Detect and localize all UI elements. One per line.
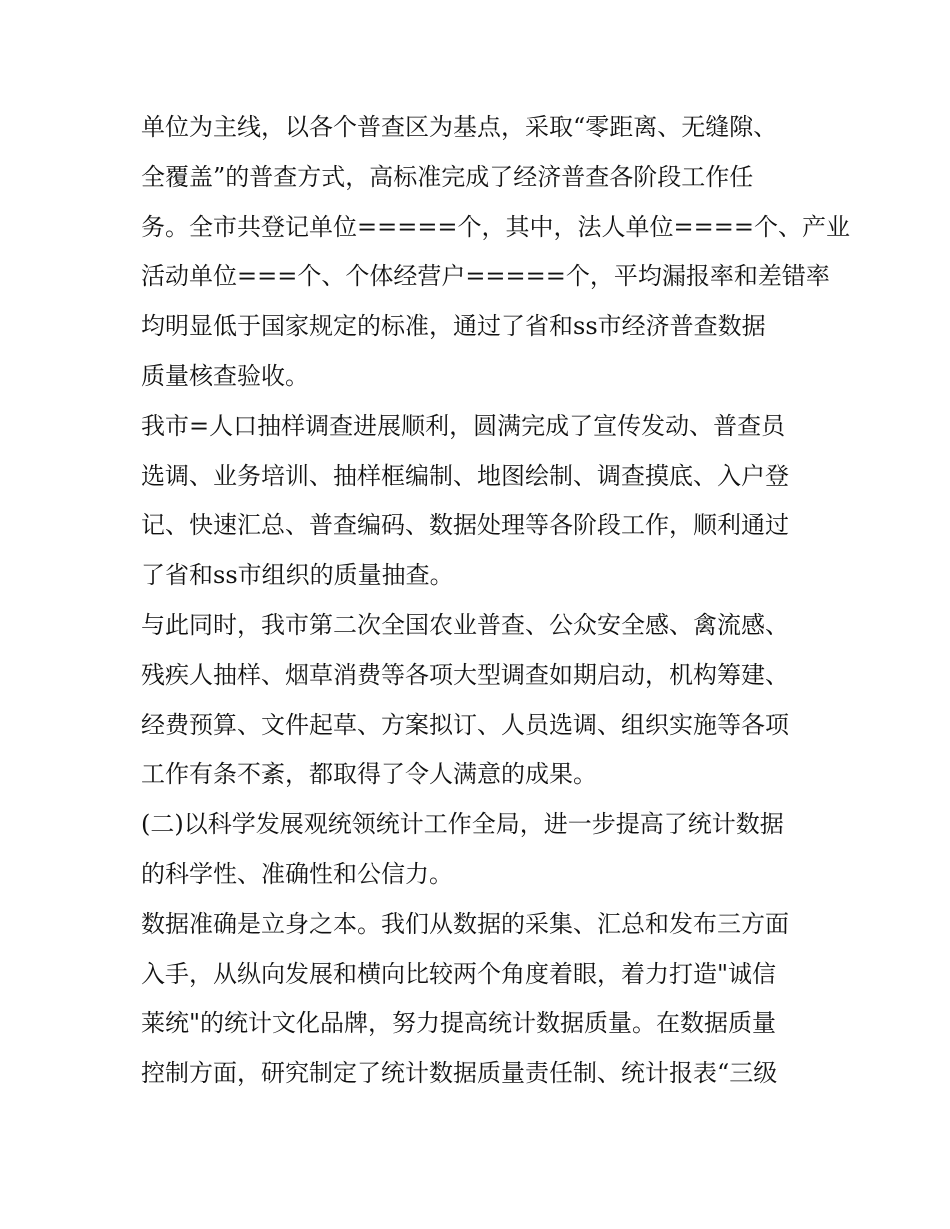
text-line: 我市=人口抽样调查进展顺利，圆满完成了宣传发动、普查员: [141, 411, 786, 440]
text-line: 经费预算、文件起草、方案拟订、人员选调、组织实施等各项: [141, 710, 789, 739]
text-line: 单位为主线，以各个普查区为基点，采取“零距离、无缝隙、: [141, 113, 778, 141]
text-line: 均明显低于国家规定的标准，通过了省和ss市经济普查数据: [141, 312, 766, 341]
text-line: 活动单位===个、个体经营户=====个，平均漏报率和差错率: [141, 262, 830, 291]
text-line: 质量核查验收。: [141, 361, 309, 390]
text-line: 莱统"的统计文化品牌，努力提高统计数据质量。在数据质量: [141, 1009, 777, 1038]
text-line: 全覆盖”的普查方式，高标准完成了经济普查各阶段工作任: [141, 162, 754, 191]
text-line: 选调、业务培训、抽样框编制、地图绘制、调查摸底、入户登: [141, 461, 789, 490]
text-line: 务。全市共登记单位=====个，其中，法人单位====个、产业: [141, 212, 850, 241]
text-line: 记、快速汇总、普查编码、数据处理等各阶段工作，顺利通过: [141, 511, 789, 540]
text-line: 的科学性、准确性和公信力。: [141, 859, 453, 888]
text-line: 控制方面，研究制定了统计数据质量责任制、统计报表“三级: [141, 1059, 778, 1088]
text-line: 工作有条不紊，都取得了令人满意的成果。: [141, 760, 597, 789]
text-line: 残疾人抽样、烟草消费等各项大型调查如期启动，机构筹建、: [141, 660, 789, 689]
text-line: (二)以科学发展观统领统计工作全局，进一步提高了统计数据: [141, 810, 784, 839]
text-line: 数据准确是立身之本。我们从数据的采集、汇总和发布三方面: [141, 909, 789, 938]
text-line: 与此同时，我市第二次全国农业普查、公众安全感、禽流感、: [141, 610, 789, 639]
body-text: [141, 103, 850, 1099]
text-line: 入手，从纵向发展和横向比较两个角度着眼，着力打造"诚信: [141, 959, 777, 988]
text-line: 了省和ss市组织的质量抽查。: [141, 561, 454, 590]
